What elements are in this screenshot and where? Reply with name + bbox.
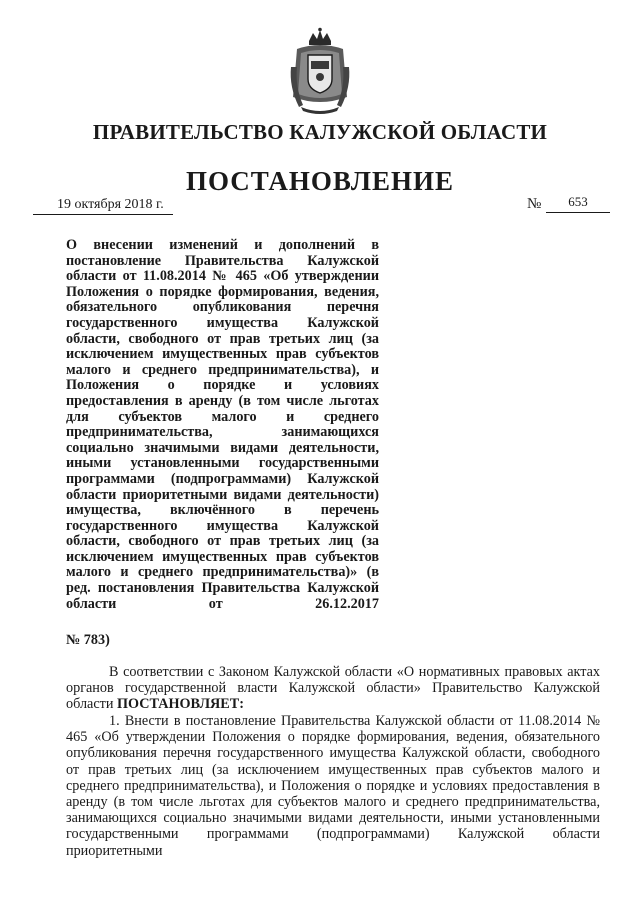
number-label: № <box>527 196 542 212</box>
preamble-paragraph <box>66 664 600 712</box>
item-1-paragraph: 1. Внести в постановление Правительства Калужской области от 11.08.2014 № 465 «Об утверждении Положения о порядке формирования, ведения, обязательного опубликования перечня государственного имущества Калужской области, свободного от прав третьих лиц (за исключением имущественных прав субъектов малого и среднего предпринимательства), и Положения о порядке и условиях предоставления в аренду (в том числе льготах для субъектов малого и среднего предпринимательства, занимающихся социально значимыми видами деятельности, иными установленными государственными программами (подпрограммами) Калужской области приоритетными <box>66 713 600 859</box>
document-type: ПОСТАНОВЛЕНИЕ <box>185 166 455 196</box>
document-number: 653 <box>546 193 610 213</box>
preamble-text: В соответствии с Законом Калужской области «О нормативных правовых актах органов государственной власти Калужской области» Правительство Калужской области <box>66 664 600 712</box>
coat-of-arms-icon <box>287 27 353 115</box>
government-title: ПРАВИТЕЛЬСТВО КАЛУЖСКОЙ ОБЛАСТИ <box>92 120 548 144</box>
document-date: 19 октября 2018 г. <box>33 196 173 215</box>
decree-word: ПОСТАНОВЛЯЕТ: <box>116 696 244 712</box>
document-subject-last-line: № 783) <box>66 632 110 648</box>
document-subject: О внесении изменений и дополнений в постановление Правительства Калужской области от 11.08.2014 № 465 «Об утверждении Положения о порядке формирования, ведения, обязательного опубликования перечня государственного имущества Калужской области, свободного от прав третьих лиц (за исключением имущественных прав субъектов малого и среднего предпринимательства), и Положения о порядке и условиях предоставления в аренду (в том числе льготах для субъектов малого и среднего предпринимательства, занимающихся социально значимыми видами деятельности, иными установленными государственными программами (подпрограммами) Калужской области приоритетными видами деятельности) имущества, включённого в перечень государственного имущества Калужской области, свободного от прав третьих лиц (за исключением имущественных прав субъектов малого и среднего предпринимательства)» (в ред. постановления Правительства Калужской области от 26.12.2017 <box>66 237 379 612</box>
